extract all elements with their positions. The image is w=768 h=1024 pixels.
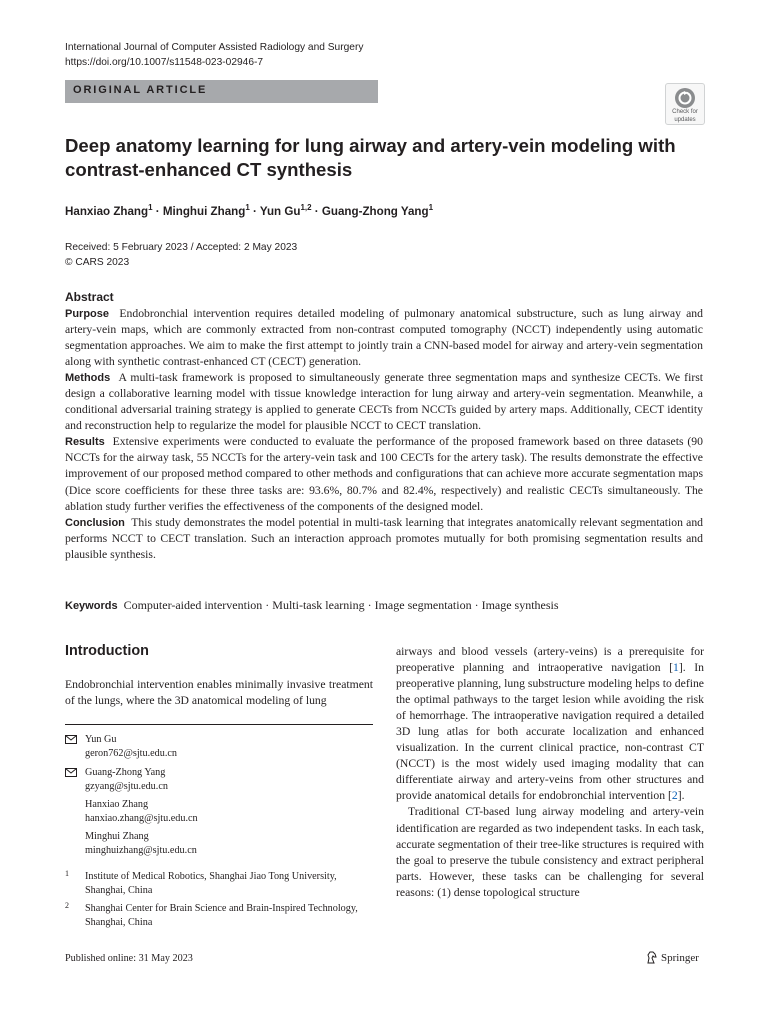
- contact-name: Guang-Zhong Yang: [85, 767, 166, 778]
- copyright-line: © CARS 2023: [65, 256, 130, 268]
- results-label: Results: [65, 436, 105, 449]
- author-affiliation: 1: [148, 203, 153, 212]
- methods-text: A multi-task framework is proposed to simultaneously generate three segmentation maps and synthesize CECTs. We first design a collaborative learning model with tissue knowledge interaction for lung airway and artery-vein segmentation. Meanwhile, a conditional adversarial training strategy is applied to generate CECTs from NCCTs guided by artery maps. Additionally, CECT identity and reconstruction help to regularize the model for plausible NCCT to CECT translation.: [65, 371, 704, 433]
- keywords: [65, 598, 705, 613]
- intro-text: airways and blood vessels (artery-veins) is a prerequisite for preoperative planning and intraoperative navigation [: [396, 645, 704, 675]
- intro-text: ].: [677, 789, 685, 803]
- article-dates: [65, 241, 297, 270]
- results-text: Extensive experiments were conducted to evaluate the performance of the proposed framework based on three datasets (90 NCCTs for the airway task, 55 NCCTs for the artery-vein task and 100 CECTs for the artery task). The results demonstrate the effective improvement of our proposed method compared to other methods and configurations that can achieve more accurate segmentation maps (Dice score coefficients for these three tasks are: 93.6%, 80.7% and 82.4%, respectively) and realistic CECTs simultaneously. The ablation study further verifies the effectiveness of the components of the designed model.: [65, 435, 703, 513]
- intro-left-text: Endobronchial intervention enables minimally invasive treatment of the lungs, where the 3D anatomical modeling of lung: [65, 678, 373, 708]
- abstract-heading: Abstract: [65, 290, 114, 304]
- refresh-icon: [675, 88, 695, 108]
- envelope-icon: [65, 735, 77, 749]
- author-affiliation: 1: [245, 203, 250, 212]
- paper-title: [65, 134, 705, 182]
- journal-header: [65, 41, 363, 70]
- publisher-name: Springer: [661, 952, 699, 964]
- published-online: Published online: 31 May 2023: [65, 953, 193, 964]
- abstract-methods: [65, 370, 703, 434]
- author-name[interactable]: Guang-Zhong Yang: [321, 204, 429, 218]
- keywords-text: Computer-aided intervention · Multi-task learning · Image segmentation · Image synthesis: [123, 598, 559, 612]
- contact-name: Yun Gu: [85, 734, 117, 745]
- affiliation-text: Shanghai Center for Brain Science and Brain-Inspired Technology, Shanghai, China: [85, 903, 358, 928]
- article-type-banner: [65, 80, 378, 103]
- conclusion-text: This study demonstrates the model potential in multi-task learning that integrates anatomically relevant segmentation and performs NCCT to CECT translation. Such an interaction approach promotes mutually for both promising segmentation results and plausible synthesis.: [65, 515, 704, 561]
- abstract-purpose: [65, 306, 703, 370]
- citation-link[interactable]: 1: [673, 661, 679, 675]
- contact-email[interactable]: geron762@sjtu.edu.cn: [85, 747, 177, 759]
- affiliation-text: Institute of Medical Robotics, Shanghai Jiao Tong University, Shanghai, China: [85, 871, 337, 896]
- intro-text: ]. In preoperative planning, lung substructure modeling helps to define the optimal pathways to the target lesion while avoiding the risk of hemorrhage. The intraoperative navigation required a detailed 3D lung atlas for both accurate localization and enhanced visualization. In the current clinical practice, non-contrast CT (NCCT) is the most widely used imaging modality that can differentiate airway and artery-veins from other structures and provide anatomical details for endobronchial intervention [: [396, 661, 704, 803]
- title-line-2: contrast-enhanced CT synthesis: [65, 159, 353, 180]
- footnote-divider: [65, 724, 373, 725]
- doi-link[interactable]: https://doi.org/10.1007/s11548-023-02946-7: [65, 56, 264, 68]
- purpose-label: Purpose: [65, 308, 110, 320]
- abstract-results: [65, 434, 703, 514]
- contact-email[interactable]: hanxiao.zhang@sjtu.edu.cn: [85, 812, 198, 824]
- contact-name: Minghui Zhang: [85, 831, 149, 842]
- intro-paragraph: Traditional CT-based lung airway modeling and artery-vein identification are regarded as two independent tasks. In each task, accurate segmentation of their tree-like structures is required with the goal to preserve the tubule consistency and extract peripheral parts. However, these tasks can be challenging for several reasons: (1) dense topological structure: [396, 805, 704, 899]
- contact-name: Hanxiao Zhang: [85, 799, 149, 810]
- author-separator: ·: [152, 204, 163, 218]
- affiliation-number: 1: [65, 869, 69, 878]
- keywords-label: Keywords: [65, 600, 118, 612]
- author-separator: ·: [311, 204, 322, 218]
- contact-email[interactable]: minghuizhang@sjtu.edu.cn: [85, 844, 197, 856]
- purpose-text: Endobronchial intervention requires detailed modeling of pulmonary anatomical substructure, such as lung airway and artery-vein maps, which are commonly extracted from non-contrast computed tomography (NCCT) independently using automatic segmentation approaches. We aim to make the first attempt to jointly train a CNN-based model for airway and artery-vein segmentation along with synthetic contrast-enhanced CT (CECT) generation.: [65, 307, 703, 369]
- contact-email[interactable]: gzyang@sjtu.edu.cn: [85, 780, 168, 792]
- author-separator: ·: [249, 204, 260, 218]
- abstract-body: [65, 306, 703, 563]
- intro-right-column: [396, 644, 704, 901]
- author-name[interactable]: Hanxiao Zhang: [65, 204, 149, 218]
- updates-label: updates: [674, 116, 696, 123]
- envelope-icon: [65, 768, 77, 782]
- journal-name: International Journal of Computer Assisted Radiology and Surgery: [65, 42, 364, 53]
- methods-label: Methods: [65, 372, 111, 385]
- intro-paragraph: [396, 644, 704, 804]
- check-for-label: Check for: [672, 109, 698, 115]
- conclusion-label: Conclusion: [65, 516, 125, 529]
- title-line-1: Deep anatomy learning for lung airway and artery-vein modeling with: [65, 135, 676, 156]
- article-type-label: ORIGINAL ARTICLE: [73, 84, 208, 96]
- author-affiliation: 1,2: [300, 203, 312, 212]
- author-list: [65, 203, 433, 218]
- author-affiliation: 1: [428, 203, 434, 212]
- introduction-heading: Introduction: [65, 643, 149, 659]
- springer-horse-icon: [646, 951, 658, 967]
- citation-link[interactable]: 2: [671, 789, 678, 803]
- received-accepted: Received: 5 February 2023 / Accepted: 2 May 2023: [65, 242, 298, 253]
- check-for-updates-badge[interactable]: [665, 83, 705, 125]
- abstract-conclusion: [65, 515, 703, 563]
- affiliation-number: 2: [65, 901, 69, 910]
- author-name[interactable]: Yun Gu: [259, 204, 301, 218]
- author-name[interactable]: Minghui Zhang: [162, 204, 246, 218]
- publisher-logo[interactable]: [646, 951, 699, 967]
